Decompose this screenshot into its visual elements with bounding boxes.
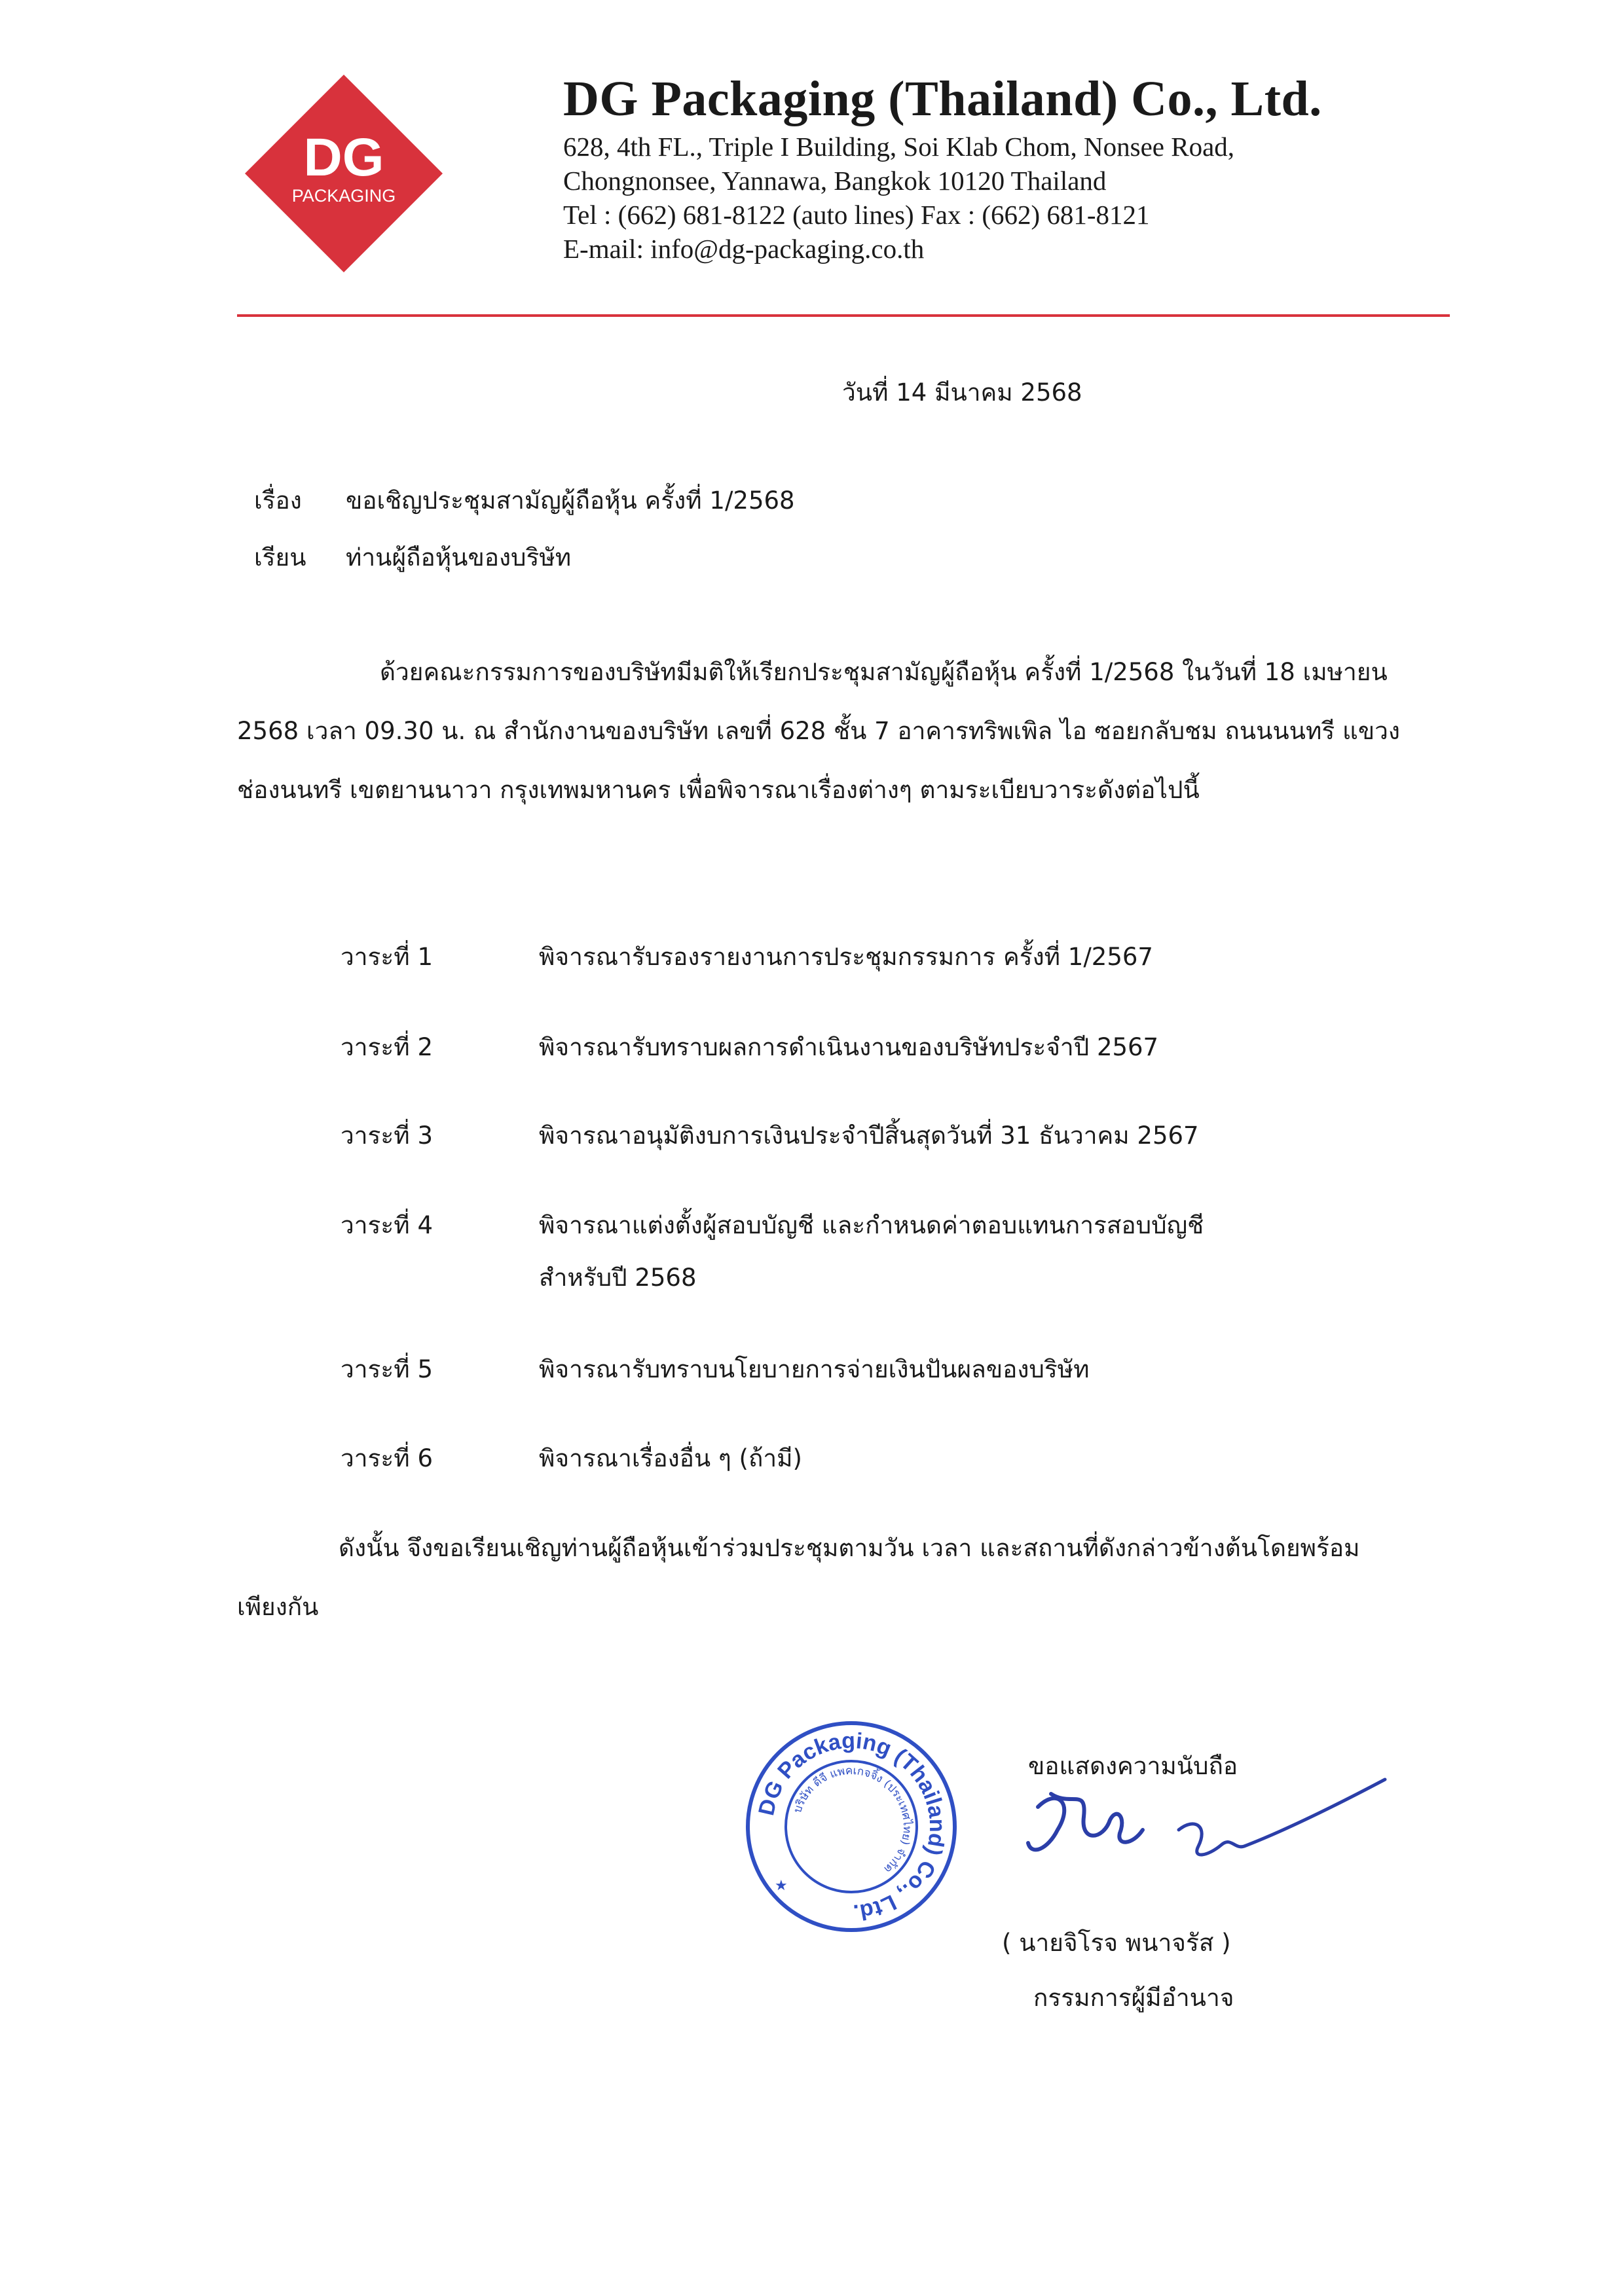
letter-date: วันที่ 14 มีนาคม 2568: [842, 378, 1082, 407]
letterhead-divider: [237, 314, 1450, 317]
logo-text-top: DG: [303, 128, 384, 187]
stamp-star-icon: ★: [775, 1878, 788, 1894]
stamp-inner-text: บริษัท ดีจี แพคเกจจิ้ง (ประเทศไทย) จำกัด: [791, 1764, 914, 1876]
handwritten-signature: [1012, 1768, 1392, 1918]
recipient-text: ท่านผู้ถือหุ้นของบริษัท: [346, 543, 572, 572]
agenda-item-5-label: วาระที่ 5: [341, 1355, 433, 1383]
intro-paragraph: [237, 643, 1403, 820]
address-line-1: 628, 4th FL., Triple I Building, Soi Klab Chom, Nonsee Road,: [563, 132, 1235, 162]
company-stamp: [743, 1719, 959, 1935]
agenda-item-5-text: พิจารณารับทราบนโยบายการจ่ายเงินปันผลของบริษัท: [539, 1355, 1090, 1383]
company-logo: [242, 72, 445, 275]
agenda-item-6-text: พิจารณาเรื่องอื่น ๆ (ถ้ามี): [539, 1444, 802, 1472]
closing-salutation: ขอแสดงความนับถือ: [1028, 1752, 1238, 1780]
signer-name: ( นายจิโรจ พนาจรัส ): [1002, 1929, 1231, 1957]
agenda-item-4-label: วาระที่ 4: [341, 1211, 433, 1239]
agenda-item-4-text-line2: สำหรับปี 2568: [539, 1264, 697, 1292]
recipient-label: เรียน: [254, 543, 306, 572]
contact-line: Tel : (662) 681-8122 (auto lines) Fax : (662) 681-8121: [563, 200, 1150, 230]
subject-text: ขอเชิญประชุมสามัญผู้ถือหุ้น ครั้งที่ 1/2568: [346, 486, 795, 515]
agenda-item-2-text: พิจารณารับทราบผลการดำเนินงานของบริษัทประจำปี 2567: [539, 1033, 1159, 1061]
agenda-item-3-text: พิจารณาอนุมัติงบการเงินประจำปีสิ้นสุดวันที่ 31 ธันวาคม 2567: [539, 1121, 1199, 1150]
company-name: DG Packaging (Thailand) Co., Ltd.: [563, 71, 1322, 126]
agenda-item-1-text: พิจารณารับรองรายงานการประชุมกรรมการ ครั้งที่ 1/2567: [539, 943, 1153, 971]
logo-text-bottom: PACKAGING: [291, 186, 396, 206]
closing-paragraph: [237, 1519, 1403, 1637]
subject-label: เรื่อง: [254, 486, 302, 515]
agenda-item-4-text: พิจารณาแต่งตั้งผู้สอบบัญชี และกำหนดค่าตอบแทนการสอบบัญชี: [539, 1211, 1204, 1239]
signer-title: กรรมการผู้มีอำนาจ: [1033, 1984, 1234, 2012]
closing-paragraph-text: ดังนั้น จึงขอเรียนเชิญท่านผู้ถือหุ้นเข้าร่วมประชุมตามวัน เวลา และสถานที่ดังกล่าวข้างต้นโดยพร้อมเพียงกัน: [237, 1534, 1360, 1621]
address-line-2: Chongnonsee, Yannawa, Bangkok 10120 Thailand: [563, 166, 1107, 196]
email-line: E-mail: info@dg-packaging.co.th: [563, 234, 925, 264]
agenda-item-1-label: วาระที่ 1: [341, 943, 433, 971]
agenda-item-2-label: วาระที่ 2: [341, 1033, 433, 1061]
agenda-item-3-label: วาระที่ 3: [341, 1121, 433, 1150]
agenda-item-6-label: วาระที่ 6: [341, 1444, 433, 1472]
intro-paragraph-text: ด้วยคณะกรรมการของบริษัทมีมติให้เรียกประชุมสามัญผู้ถือหุ้น ครั้งที่ 1/2568 ในวันที่ 18 เมษายน 2568 เวลา 09.30 น. ณ สำนักงานของบริษัท เลขที่ 628 ชั้น 7 อาคารทริพเพิล ไอ ซอยกลับชม ถนนนนทรี แขวงช่องนนทรี เขตยานนาวา กรุงเทพมหานคร เพื่อพิจารณาเรื่องต่างๆ ตามระเบียบวาระดังต่อไปนี้: [237, 658, 1400, 804]
stamp-outer-text: DG Packaging (Thailand) Co., Ltd.: [754, 1728, 950, 1925]
